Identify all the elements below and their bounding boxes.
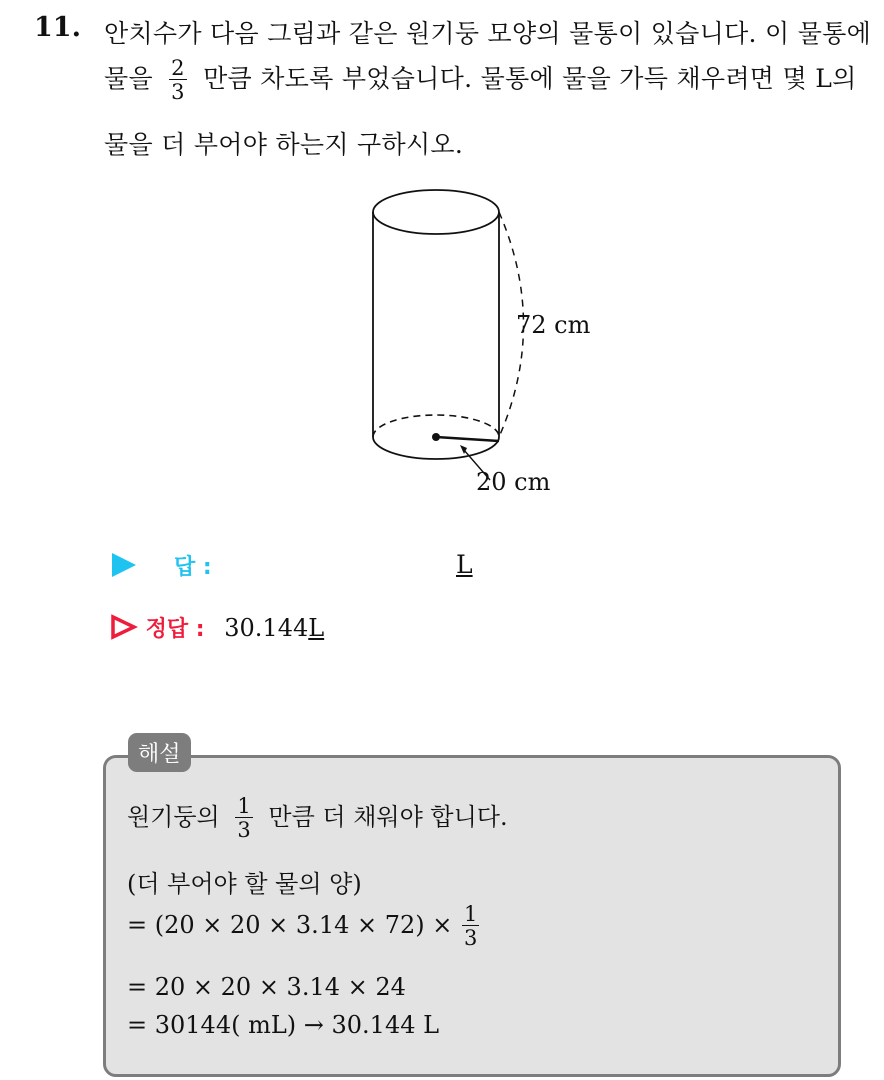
cylinder-top-ellipse bbox=[373, 190, 499, 234]
solution-tab: 해설 bbox=[128, 733, 191, 772]
solution-line-5: = 30144( mL) → 30.144 L bbox=[127, 1011, 440, 1039]
correct-answer bbox=[110, 612, 324, 643]
correct-answer-value: 30.144 bbox=[224, 614, 309, 642]
question-number: 11. bbox=[34, 12, 81, 43]
solution-line-3 bbox=[127, 904, 487, 949]
height-label: 72 cm bbox=[516, 311, 591, 339]
solution-line-4: = 20 × 20 × 3.14 × 24 bbox=[127, 973, 406, 1001]
solution-line-1-pre: 원기둥의 bbox=[127, 803, 220, 831]
solution-line-3-pre: = (20 × 20 × 3.14 × 72) × bbox=[127, 911, 453, 939]
answer-unit: L bbox=[456, 550, 473, 579]
fraction-denominator: 3 bbox=[237, 818, 251, 842]
question-line-2-pre: 물을 bbox=[104, 64, 153, 93]
cylinder-figure bbox=[330, 175, 630, 505]
answer-triangle-icon bbox=[112, 553, 136, 577]
fraction-one-third bbox=[235, 796, 252, 841]
question-line-2 bbox=[104, 58, 857, 103]
solution-line-1 bbox=[127, 796, 508, 841]
fraction-denominator: 3 bbox=[464, 926, 478, 950]
outline-triangle-icon bbox=[110, 614, 138, 640]
correct-answer-unit: L bbox=[308, 614, 325, 642]
fraction-denominator: 3 bbox=[171, 80, 185, 104]
fraction-numerator: 2 bbox=[171, 56, 185, 80]
question-line-3: 물을 더 부어야 하는지 구하시오. bbox=[104, 130, 464, 159]
correct-answer-label: 정답 : bbox=[145, 617, 205, 642]
radius-line bbox=[436, 437, 499, 441]
fraction-two-thirds bbox=[169, 58, 187, 103]
answer-label: 답 : bbox=[174, 555, 212, 580]
solution-line-1-post: 만큼 더 채워야 합니다. bbox=[268, 803, 508, 831]
fraction-one-third-2 bbox=[462, 904, 479, 949]
question-line-2-post: 만큼 차도록 부었습니다. 물통에 물을 가득 채우려면 몇 L의 bbox=[203, 64, 857, 93]
solution-line-2: (더 부어야 할 물의 양) bbox=[127, 870, 362, 898]
fraction-numerator: 1 bbox=[464, 902, 478, 926]
question-line-1: 안치수가 다음 그림과 같은 원기둥 모양의 물통이 있습니다. 이 물통에 bbox=[104, 19, 872, 48]
fraction-numerator: 1 bbox=[237, 794, 251, 818]
radius-label: 20 cm bbox=[476, 468, 551, 496]
